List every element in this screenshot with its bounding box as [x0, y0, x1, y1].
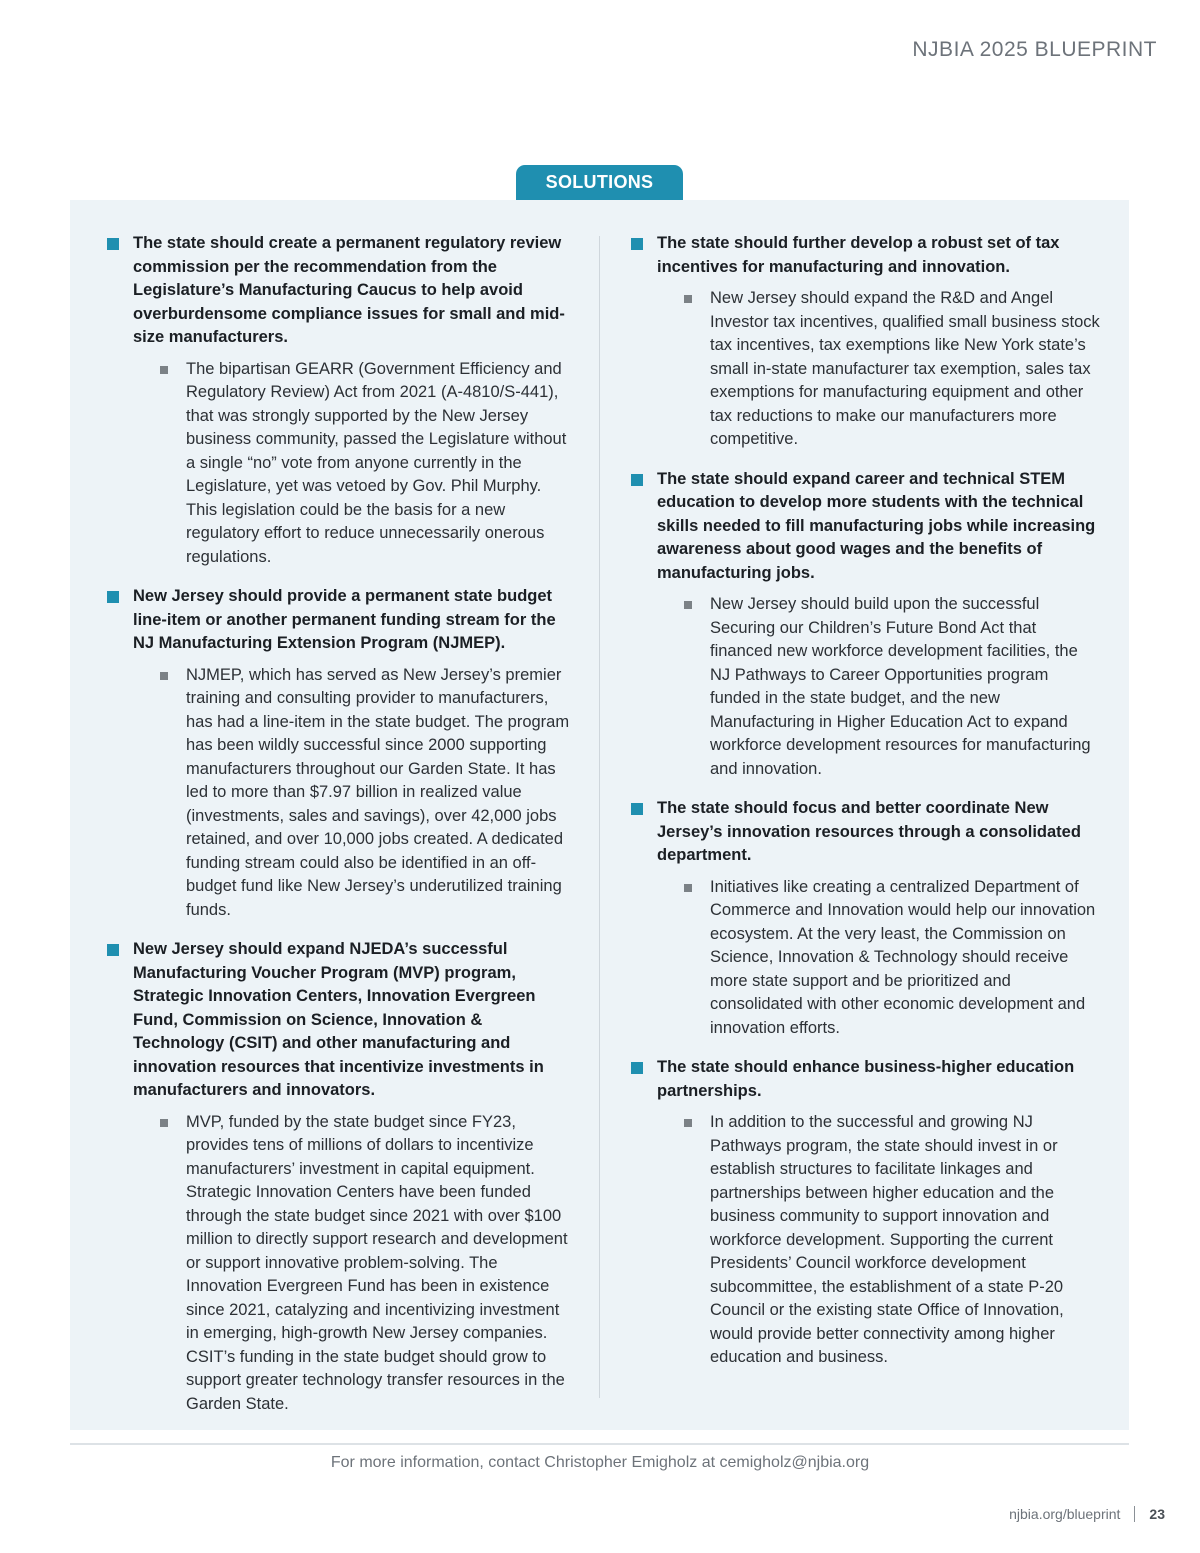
section-tab-solutions: SOLUTIONS — [516, 165, 683, 200]
solution-heading: The state should further develop a robust set of tax incentives for manufacturing and innovation. — [630, 232, 1100, 279]
small-square-bullet-icon — [684, 295, 692, 303]
solution-detail: NJMEP, which has served as New Jersey’s premier training and consulting provider to manufacturers, has had a line-item in the state budget. The program has been wildly successful since 2000 supporting manufacturers throughout our Garden State. It has led to more than $7.97 billion in realized value (investments, sales and savings), over 42,000 jobs retained, and over 10,000 jobs created. A dedicated funding stream could also be identified in an off-budget fund like New Jersey’s underutilized training funds. — [186, 664, 576, 923]
small-square-bullet-icon — [684, 1119, 692, 1127]
small-square-bullet-icon — [684, 601, 692, 609]
square-bullet-icon — [107, 238, 119, 250]
solution-detail: Initiatives like creating a centralized Department of Commerce and Innovation would help our innovation ecosystem. At the very least, the Commission on Science, Innovation & Technology should receive more state support and be prioritized and consolidated with other economic development and innovation efforts. — [710, 876, 1100, 1041]
footer-separator — [1134, 1506, 1135, 1522]
square-bullet-icon — [631, 1062, 643, 1074]
small-square-bullet-icon — [160, 366, 168, 374]
footer-url[interactable]: njbia.org/blueprint — [1009, 1506, 1121, 1522]
left-column — [106, 232, 576, 1432]
solution-item — [630, 797, 1100, 1040]
solution-heading: The state should expand career and technical STEM education to develop more students with the technical skills needed to fill manufacturing jobs while increasing awareness about good wages and the benefits of manufacturing jobs. — [630, 468, 1100, 586]
solution-detail: The bipartisan GEARR (Government Efficiency and Regulatory Review) Act from 2021 (A-4810/S-441), that was strongly supported by the New Jersey business community, passed the Legislature without a single “no” vote from anyone currently in the Legislature, yet was vetoed by Gov. Phil Murphy. This legislation could be the basis for a new regulatory effort to reduce unnecessarily onerous regulations. — [186, 358, 576, 570]
solution-heading: The state should enhance business-higher education partnerships. — [630, 1056, 1100, 1103]
solution-item — [630, 232, 1100, 452]
small-square-bullet-icon — [160, 1119, 168, 1127]
solution-item — [106, 585, 576, 922]
square-bullet-icon — [631, 238, 643, 250]
page-footer — [1009, 1506, 1165, 1522]
square-bullet-icon — [107, 591, 119, 603]
solution-item — [106, 938, 576, 1416]
contact-line: For more information, contact Christopher Emigholz at cemigholz@njbia.org — [330, 1454, 870, 1471]
header-title: NJBIA 2025 BLUEPRINT — [912, 38, 1157, 61]
solution-item — [630, 468, 1100, 782]
solution-heading: The state should create a permanent regulatory review commission per the recommendation from the Legislature’s Manufacturing Caucus to help avoid overburdensome compliance issues for small and mid-size manufacturers. — [106, 232, 576, 350]
square-bullet-icon — [631, 803, 643, 815]
solution-detail: New Jersey should expand the R&D and Angel Investor tax incentives, qualified small business stock tax incentives, tax exemptions like New York state’s small in-state manufacturer tax exemption, sales tax exemptions for manufacturing equipment and other tax reductions to make our manufacturers more competitive. — [710, 287, 1100, 452]
solutions-panel — [70, 200, 1129, 1430]
square-bullet-icon — [107, 944, 119, 956]
solution-heading: New Jersey should expand NJEDA’s successful Manufacturing Voucher Program (MVP) program, Strategic Innovation Centers, Innovation Evergreen Fund, Commission on Science, Innovation & Technology (CSIT) and other manufacturing and innovation resources that incentivize investments in manufacturers and innovators. — [106, 938, 576, 1103]
footer-divider — [70, 1443, 1129, 1445]
solution-detail: In addition to the successful and growing NJ Pathways program, the state should invest in or establish structures to facilitate linkages and partnerships between higher education and the business community to support innovation and workforce development. Supporting the current Presidents’ Council workforce development subcommittee, the establishment of a state P-20 Council or the existing state Office of Innovation, would provide better connectivity among higher education and business. — [710, 1111, 1100, 1370]
solution-item — [630, 1056, 1100, 1370]
column-divider — [599, 236, 600, 1398]
square-bullet-icon — [631, 474, 643, 486]
right-column — [630, 232, 1100, 1386]
page-number: 23 — [1149, 1506, 1165, 1522]
solution-item — [106, 232, 576, 569]
solution-heading: New Jersey should provide a permanent state budget line-item or another permanent funding stream for the NJ Manufacturing Extension Program (NJMEP). — [106, 585, 576, 656]
small-square-bullet-icon — [684, 884, 692, 892]
solution-detail: New Jersey should build upon the successful Securing our Children’s Future Bond Act that financed new workforce development facilities, the NJ Pathways to Career Opportunities program funded in the state budget, and the new Manufacturing in Higher Education Act to expand workforce development resources for manufacturing and innovation. — [710, 593, 1100, 781]
small-square-bullet-icon — [160, 672, 168, 680]
solution-detail: MVP, funded by the state budget since FY23, provides tens of millions of dollars to incentivize manufacturers’ investment in capital equipment. Strategic Innovation Centers have been funded through the state budget since 2021 with over $100 million to directly support research and development or support innovative problem-solving. The Innovation Evergreen Fund has been in existence since 2021, catalyzing and incentivizing investment in emerging, high-growth New Jersey companies. CSIT’s funding in the state budget should grow to support greater technology transfer resources in the Garden State. — [186, 1111, 576, 1417]
solution-heading: The state should focus and better coordinate New Jersey’s innovation resources through a consolidated department. — [630, 797, 1100, 868]
